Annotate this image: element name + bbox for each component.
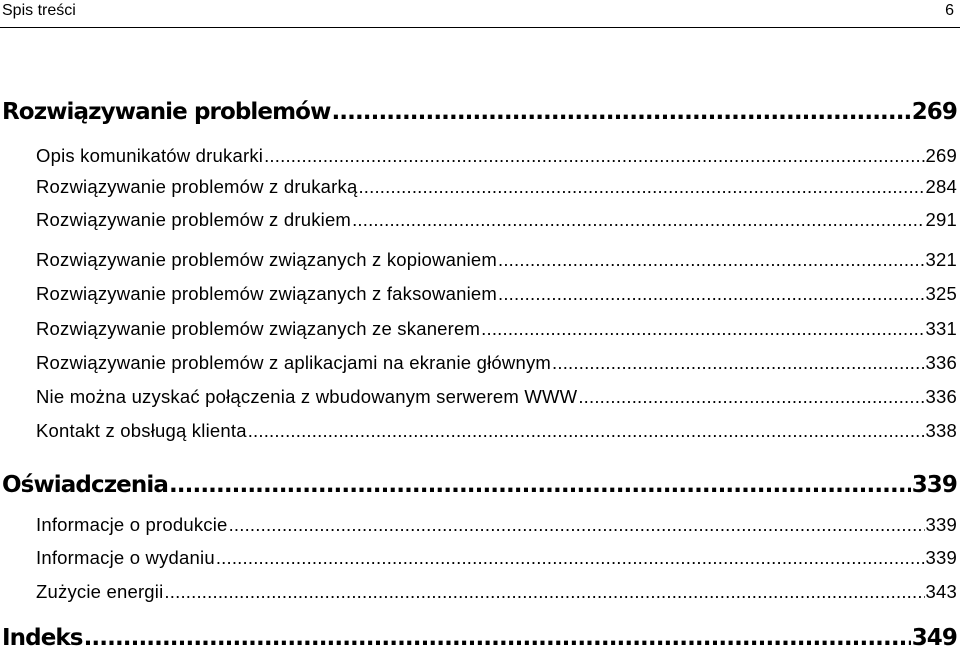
toc-entry-title: Rozwiązywanie problemów związanych z kopiowaniem bbox=[36, 249, 497, 270]
toc-section-title: Rozwiązywanie problemów bbox=[2, 99, 331, 125]
dot-leader bbox=[248, 420, 925, 442]
toc-entry[interactable] bbox=[36, 283, 957, 309]
toc-entry[interactable] bbox=[36, 547, 957, 573]
toc-page-number: 349 bbox=[911, 625, 957, 651]
dot-leader bbox=[578, 386, 924, 408]
toc-section-title: Indeks bbox=[2, 625, 83, 651]
toc-page-number: 339 bbox=[925, 547, 957, 568]
toc-page-number: 284 bbox=[925, 176, 957, 197]
dot-leader bbox=[358, 176, 924, 198]
toc-entry[interactable] bbox=[36, 249, 957, 275]
header-page-number: 6 bbox=[945, 2, 954, 19]
toc-entry[interactable] bbox=[36, 176, 957, 202]
toc-entry-title: Rozwiązywanie problemów z drukiem bbox=[36, 209, 352, 230]
toc-page-number: 336 bbox=[925, 352, 957, 373]
dot-leader bbox=[84, 625, 911, 651]
toc-entry-title: Rozwiązywanie problemów związanych z faksowaniem bbox=[36, 283, 497, 304]
toc-section-troubleshooting[interactable] bbox=[2, 99, 957, 133]
toc-page-number: 331 bbox=[925, 318, 957, 339]
toc-page-number: 339 bbox=[911, 472, 957, 498]
toc-entry-title: Nie można uzyskać połączenia z wbudowanym serwerem WWW bbox=[36, 386, 578, 407]
toc-entry-title: Rozwiązywanie problemów z drukarką bbox=[36, 176, 358, 197]
toc-entry-title: Rozwiązywanie problemów z aplikacjami na ekranie głównym bbox=[36, 352, 552, 373]
toc-entry[interactable] bbox=[36, 352, 957, 378]
toc-entry-title: Rozwiązywanie problemów związanych ze skanerem bbox=[36, 318, 481, 339]
toc-page-number: 339 bbox=[925, 514, 957, 535]
dot-leader bbox=[164, 581, 924, 603]
toc-entry-title: Kontakt z obsługą klienta bbox=[36, 420, 247, 441]
dot-leader bbox=[216, 547, 925, 569]
toc-entry[interactable] bbox=[36, 209, 957, 235]
toc-entry-title: Zużycie energii bbox=[36, 581, 164, 602]
toc-section-index[interactable] bbox=[2, 625, 957, 659]
dot-leader bbox=[352, 209, 924, 231]
toc-section-title: Oświadczenia bbox=[2, 472, 168, 498]
toc-page-number: 338 bbox=[925, 420, 957, 441]
dot-leader bbox=[169, 472, 911, 498]
dot-leader bbox=[552, 352, 925, 374]
toc-entry[interactable] bbox=[36, 386, 957, 412]
toc-entry-title: Informacje o wydaniu bbox=[36, 547, 215, 568]
dot-leader bbox=[481, 318, 924, 340]
toc-page-number: 325 bbox=[925, 283, 957, 304]
toc-entry-title: Informacje o produkcie bbox=[36, 514, 228, 535]
dot-leader bbox=[331, 99, 910, 125]
dot-leader bbox=[498, 249, 925, 271]
toc-page-number: 343 bbox=[925, 581, 957, 602]
toc-page-number: 291 bbox=[925, 209, 957, 230]
toc-page-number: 336 bbox=[925, 386, 957, 407]
toc-entry[interactable] bbox=[36, 145, 957, 171]
toc-page-number: 269 bbox=[925, 145, 957, 166]
toc-page-number: 321 bbox=[925, 249, 957, 270]
toc-entry[interactable] bbox=[36, 581, 957, 607]
page-header bbox=[0, 0, 960, 28]
toc-entry-title: Opis komunikatów drukarki bbox=[36, 145, 264, 166]
dot-leader bbox=[264, 145, 924, 167]
toc-entry[interactable] bbox=[36, 420, 957, 446]
toc-page-number: 269 bbox=[911, 99, 957, 125]
toc-entry[interactable] bbox=[36, 514, 957, 540]
dot-leader bbox=[498, 283, 925, 305]
header-title: Spis treści bbox=[2, 2, 76, 19]
toc-section-notices[interactable] bbox=[2, 472, 957, 506]
toc-entry[interactable] bbox=[36, 318, 957, 344]
dot-leader bbox=[229, 514, 925, 536]
